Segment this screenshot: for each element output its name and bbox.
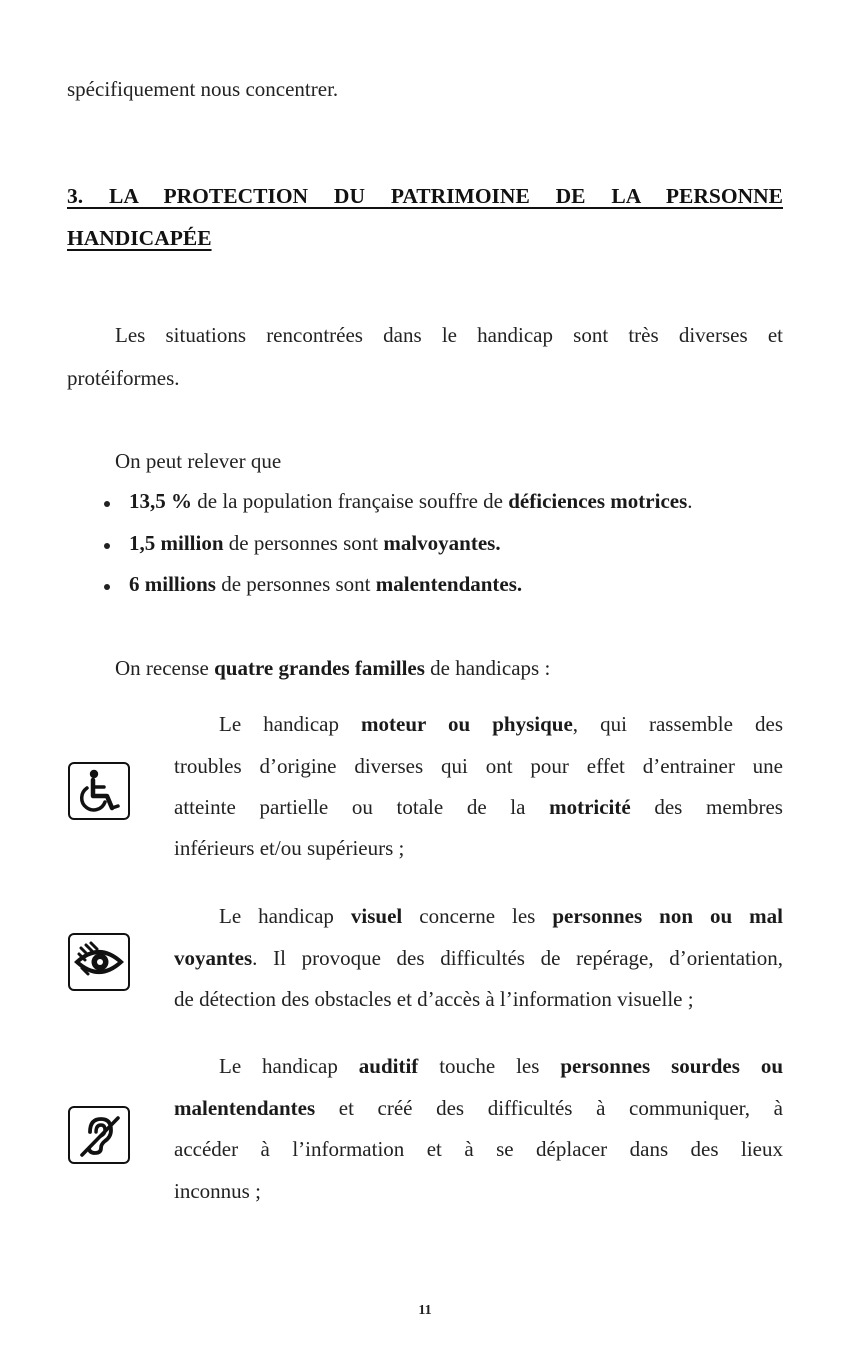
hearing-line4: inconnus ;	[174, 1179, 261, 1203]
crossed-ear-icon	[68, 1106, 130, 1164]
diversity-paragraph-line2: protéiformes.	[67, 366, 180, 390]
stat-text: 13,5 % de la population française souffre de déficiences motrices.	[129, 489, 693, 513]
wheelchair-icon	[68, 762, 130, 820]
hearing-line1: Le handicap auditif touche les personnes sourdes ou	[219, 1054, 783, 1078]
motor-line2: troubles d’origine diverses qui ont pour effet d’entrainer une	[174, 754, 783, 778]
intro-tail-text: spécifiquement nous concentrer.	[67, 77, 339, 101]
stat-text: 1,5 million de personnes sont malvoyantes.	[129, 531, 501, 555]
visual-line2: voyantes. Il provoque des difficultés de repérage, d’orientation,	[174, 946, 783, 970]
hearing-line2: malentendantes et créé des difficultés à communiquer, à	[174, 1096, 783, 1120]
bullet-icon	[104, 584, 110, 590]
motor-line4: inférieurs et/ou supérieurs ;	[174, 836, 405, 860]
hearing-line3: accéder à l’information et à se déplacer dans des lieux	[174, 1137, 783, 1161]
section-heading-line2: HANDICAPÉE	[67, 226, 212, 250]
stats-intro: On peut relever que	[115, 449, 282, 473]
crossed-eye-icon	[68, 933, 130, 991]
diversity-paragraph-line1: Les situations rencontrées dans le handicap sont très diverses et	[115, 323, 783, 347]
page-number: 11	[418, 1303, 432, 1318]
visual-handicap-paragraph	[174, 904, 783, 1029]
stat-text: 6 millions de personnes sont malentendantes.	[129, 572, 523, 596]
bullet-icon	[104, 543, 110, 549]
motor-line3: atteinte partielle ou totale de la motricité des membres	[174, 795, 783, 819]
bullet-icon	[104, 501, 110, 507]
hearing-handicap-paragraph	[174, 1054, 783, 1214]
section-heading-line1: 3. LA PROTECTION DU PATRIMOINE DE LA PERSONNE	[67, 184, 783, 208]
motor-handicap-paragraph	[174, 712, 783, 877]
families-intro: On recense quatre grandes familles de handicaps :	[115, 656, 551, 680]
visual-line1: Le handicap visuel concerne les personnes non ou mal	[219, 904, 783, 928]
motor-line1: Le handicap moteur ou physique, qui rassemble des	[219, 712, 783, 736]
visual-line3: de détection des obstacles et d’accès à l’information visuelle ;	[174, 987, 694, 1011]
